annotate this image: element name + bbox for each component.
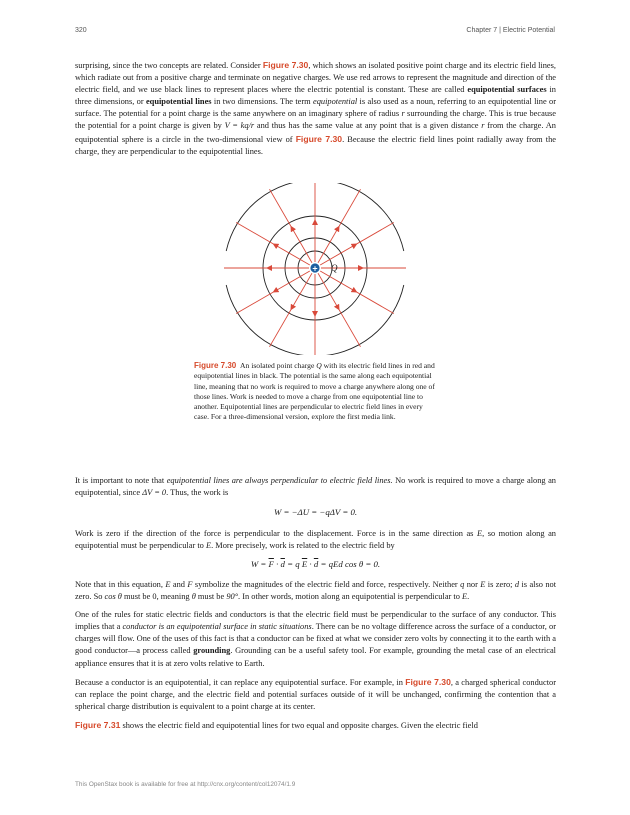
field-line: [236, 271, 310, 314]
equation-work-zero: W = −ΔU = −qΔV = 0.: [273, 507, 358, 517]
paragraph-intro: surprising, since the two concepts are related. Consider Figure 7.30, which shows an isolated positive point charge and its electric field lines, which radiate out from a positive charge and terminate on negative charges. We use red arrows to represent the magnitude and direction of the electric field, and we use black lines to represent places where the electric potential is constant. These are called equipotential surfaces in three dimensions, or equipotential lines in two dimensions. The term equipotential is also used as a noun, referring to an equipotential line or surface. The potential for a point charge is the same anywhere on an imaginary sphere of radius r surrounding the charge. This is true because the potential for a point charge is given by V = kq/r and thus has the same value at any point that is a given distance r from the charge. An equipotential sphere is a circle in the two-dimensional view of Figure 7.30. Because the electric field lines point radially away from the charge, they are perpendicular to the equipotential lines.: [75, 60, 556, 156]
field-line: [270, 273, 313, 347]
field-arrow: [291, 226, 293, 229]
paragraph-note: Note that in this equation, E and F symbolize the magnitudes of the electric field and force, respectively. Neither q nor E is zero; d is also not zero. So cos θ must be 0, meaning θ must be 90°. In other words, motion along an equipotential is perpendicular to E. One of the rules for static electric fields and conductors is that the electric field must be perpendicular to the surface of any conductor. This implies that a conductor is an equipotential surface in static situations. There can be no voltage difference across the surface of a conductor, or charges will flow. One of the uses of this fact is that a conductor can be fixed at what we consider zero volts by connecting it to the earth with a good conductor—a process called grounding. Grounding can be a useful safety tool. For example, grounding the metal case of an electrical appliance ensures that it is at zero volts relative to Earth. Because a conductor is an equipotential, it can replace any equipotential surface. For example, in Figure 7.30, a charged spherical conductor can replace the point charge, and the electric field and potential surfaces outside of it will be unchanged, confirming the contention that a spherical charge distribution is equivalent to a point charge at its center. Figure 7.31 shows the electric field and equipotential lines for two equal and opposite charges. Given the electric field: [75, 580, 557, 730]
paragraph-force: Work is zero if the direction of the force is perpendicular to the displacement. Force is in the same direction as E, so motion along an equipotential must be perpendicular to E. More precisely, work is related to the electric field by: [75, 529, 556, 551]
field-arrow: [273, 244, 276, 246]
field-line: [270, 189, 313, 263]
charge-label: Q: [331, 263, 338, 273]
caption-figure-label: Figure 7.30: [194, 361, 237, 370]
equation-work-field: $W = \overline{F} \cdot \overline{d} = q$ $\overline{E} \cdot \overline{d}$ = qEd cos θ = 0.: [250, 559, 381, 569]
field-arrow: [337, 306, 339, 309]
field-line: [318, 273, 361, 347]
field-arrow: [353, 290, 356, 292]
field-line: [318, 189, 361, 263]
field-line: [320, 223, 394, 266]
field-line: [236, 223, 310, 266]
figure-link[interactable]: Figure 7.30: [295, 133, 343, 144]
charge-sign: +: [312, 263, 318, 274]
figure-link[interactable]: Figure 7.30: [405, 676, 451, 687]
paragraph-work: It is important to note that equipotential lines are always perpendicular to electric field lines. No work is required to move a charge along an equipotential, since ΔV = 0. Thus, the work is: [75, 476, 556, 498]
page-number: 320: [75, 27, 87, 34]
figure-link[interactable]: Figure 7.30: [262, 60, 309, 70]
figure-link[interactable]: Figure 7.31: [75, 719, 121, 730]
field-arrow: [273, 290, 276, 292]
equipotential-figure: [220, 183, 410, 355]
chapter-header: Chapter 7 | Electric Potential: [466, 27, 555, 34]
field-line: [320, 271, 394, 314]
field-arrow: [337, 226, 339, 229]
field-arrow: [291, 306, 293, 309]
page-footer: This OpenStax book is available for free at http://cnx.org/content/col12074/1.9: [75, 781, 296, 788]
field-arrow: [353, 244, 356, 246]
figure-caption: Figure 7.30 An isolated point charge Q with its electric field lines in red and equipotential lines in black. The potential is the same along each equipotential line, meaning that no work is required to move a charge anywhere along one of those lines. Work is needed to move a charge from one equipotential line to another. Equipotential lines are perpendicular to electric field lines in every case. For a three-dimensional version, explore the first media link.: [194, 361, 435, 422]
